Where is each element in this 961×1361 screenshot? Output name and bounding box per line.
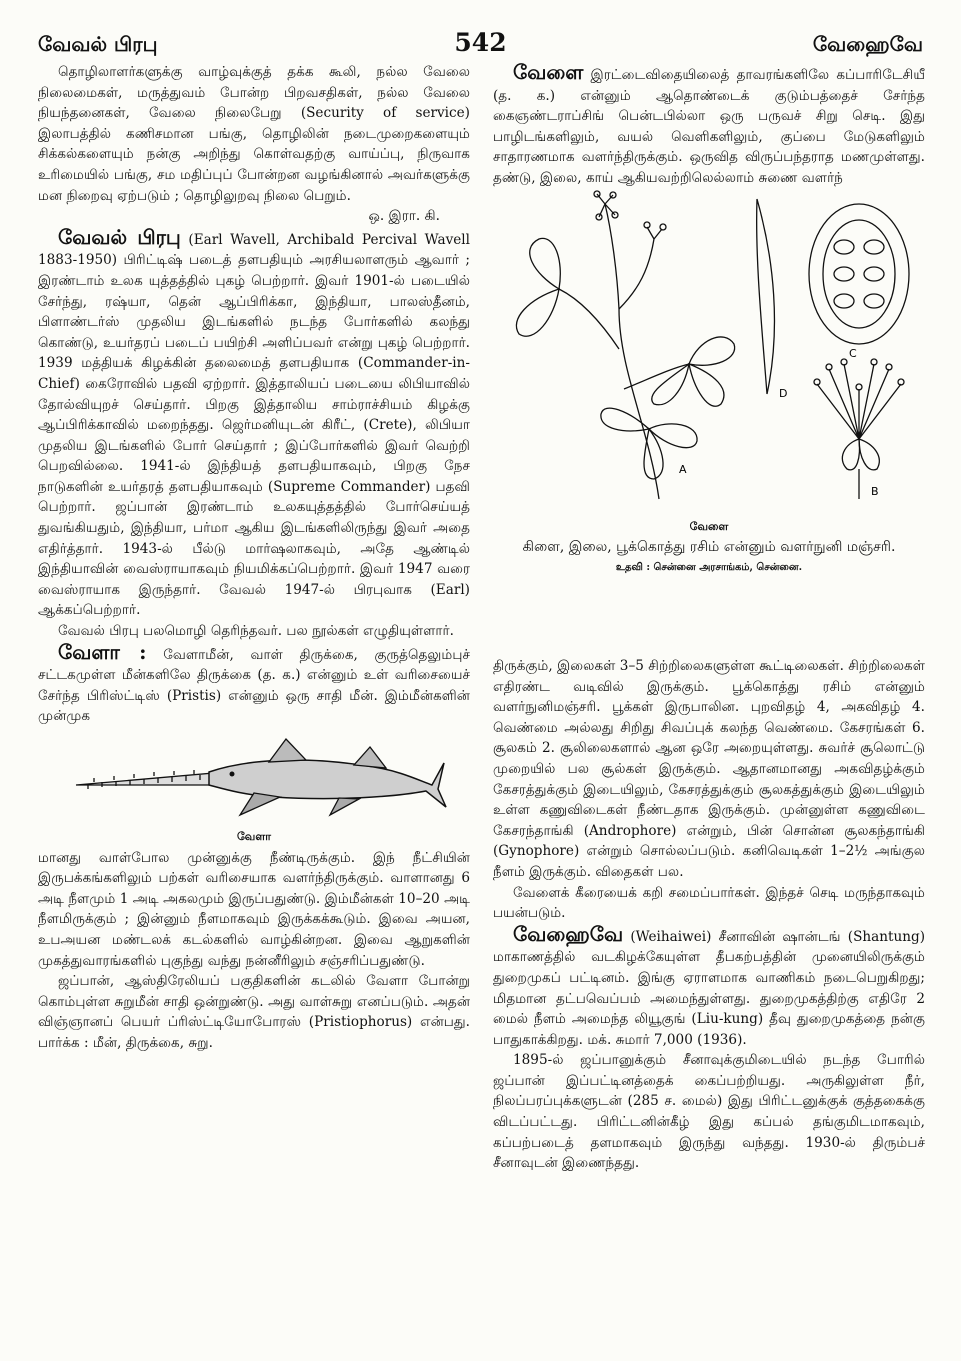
entry-heading-vela: வேளா : (58, 639, 147, 664)
entry-veli (493, 62, 925, 189)
plant-subcaption: கிளை, இலை, பூக்கொத்து ரசிம் என்னும் வளர்நுனி மஞ்சரி. (522, 539, 896, 556)
entry-body-wavell: (Earl Wavell, Archibald Percival Wavell 1883-1950) பிரிட்டிஷ் படைத் தளபதியும் அரசியலாளரும் ஆவார் ; இரண்டாம் உலக யுத்தத்தில் புகழ் பெற்றார். இவர் 1901-ல் படையில் சேர்ந்து, ரஷ்யா, தென் ஆப்பிரிக்கா, இந்தியா, பாலஸ்தீனம், பிளாண்டர்ஸ் முதலிய இடங்களில் நடந்த போர்களில் கலந்து கொண்டு, உயர்தரப் படைப் பயிற்சி அளிப்பவர் என்று புகழ் பெற்றார். 1939 மத்தியக் கிழக்கின் தலைமைத் தளபதியாக (Commander-in-Chief) கைரோவில் பதவி ஏற்றார். இத்தாலியப் படையை லிபியாவில் தோல்வியுறச் செய்தார். பிறகு இத்தாலிய சாம்ராச்சியம் கிழக்கு ஆப்பிரிக்காவில் மறைந்தது. ஜெர்மனியுடன் கிரீட், (Crete), லிபியா முதலிய இடங்களில் போர் செய்தார் ; இப்போர்களில் இவர் வெற்றி பெறவில்லை. 1941-ல் இந்தியத் தளபதியாகவும், பிறகு நேச நாடுகளின் உயர்தரத் தளபதியாகவும் (Supreme Commander) பதவி பெற்றார். ஜப்பான் இரண்டாம் உலகயுத்தத்தில் போர்செய்யத் துவங்கியதும், இந்தியா, பர்மா ஆகிய இடங்களிலிருந்து இவர் அதை எதிர்த்தார். 1943-ல் பீல்டு மார்ஷலாகவும், அதே ஆண்டில் இந்தியாவின் வைஸ்ராயாகவும் நியமிக்கப்பெற்றார். இவர் 1947 வரை வைஸ்ராயாக இருந்தார். வேவல் 1947-ல் பிரபுவாக (Earl) ஆக்கப்பெற்றார். (38, 231, 470, 619)
entry-wavell (38, 224, 470, 621)
entry-heading-wavell: வேவல் பிரபு (58, 224, 181, 249)
right-column-bottom (493, 656, 925, 1174)
left-column (38, 62, 470, 1054)
entry-body-weihaiwei: (Weihaiwei) சீனாவின் ஷான்டங் (Shantung) மாகாணத்தில் வடகிழக்கேயுள்ள தீபகற்பத்தின் முனையிலிருக்கும் துறைமுகப் பட்டினம். இங்கு ஏராளமாக வாணிகம் நடைபெறுகிறது; மிதமான தட்பவெப்பம் அமைந்துள்ளது. துறைமுகத்திற்கு எதிரே 2 மைல் நீளம் அமைந்த லியூகுங் (Liu-kung) தீவு துறைமுகத்தை நன்கு பாதுகாக்கிறது. மக். சுமார் 7,000 (1936). (493, 928, 925, 1048)
plant-label-d: D (779, 386, 788, 400)
paragraph-wavell-2: வேவல் பிரபு பலமொழி தெரிந்தவர். பல நூல்கள் எழுதியுள்ளார். (58, 623, 454, 640)
plant-label-c: C (849, 346, 857, 360)
page-header (0, 0, 961, 62)
paragraph-vela-2: மானது வாள்போல முன்னுக்கு நீண்டிருக்கும். இந் நீட்சியின் இருபக்கங்களிலும் பற்கள் வரிசையாக வளர்ந்திருக்கும். வாளானது 6 அடி நீளமும் 1 அடி அகலமும் இருப்பதுண்டு. இம்மீன்கள் 10–20 அடி நீளமிருக்கும் ; இன்னும் நீளமாகவும் இருக்கக்கூடும். இவை அயன, உபஅயன மண்டலக் கடல்களில் வாழ்கின்றன. இவை ஆறுகளின் முகத்துவாரங்களில் புகுந்து வந்து நன்னீரிலும் சஞ்சரிப்பதுண்டு. (38, 849, 470, 969)
paragraph-weihaiwei-2: 1895-ல் ஜப்பானுக்கும் சீனாவுக்குமிடையில் நடந்த போரில் ஜப்பான் இப்பட்டினத்தைக் கைப்பற்றியது. அருகிலுள்ள நீர், நிலப்பரப்புக்களுடன் (285 ச. மைல்) இது பிரிட்டனுக்குக் குத்தகைக்கு விடப்பட்டது. பிரிட்டனின்கீழ் இது கப்பல் தங்குமிடமாகவும், கப்பற்படைத் தளமாகவும் இருந்து வந்தது. 1930-ல் திரும்பச் சீனாவுடன் இணைந்தது. (493, 1052, 925, 1172)
entry-weihaiwei (493, 921, 925, 1051)
fish-caption: வேளா (236, 830, 271, 843)
plant-caption: வேளை (689, 519, 729, 533)
entry-body-veli: இரட்டைவிதையிலைத் தாவரங்களிலே கப்பாரிடேசியீ (த. க.) என்னும் ஆதொண்டைக் குடும்பத்தைச் சேர்ந்த கைஞண்டராப்சிங் பென்டபில்லா ஒரு பருவச் சிறு செடி. இது பாழிடங்களிலும், வயல் வெளிகளிலும், குப்பை மேடுகளிலும் சாதாரணமாக வளர்ந்திருக்கும். ஒருவித விருப்பந்தராத மணமுள்ளது. தண்டு, இலை, காய் ஆகியவற்றிலெல்லாம் சுணை வளர்ந் (493, 67, 925, 186)
entry-heading-weihaiwei: வேஹைவே (513, 921, 624, 946)
right-column-top (493, 62, 925, 582)
running-head-right: வேஹைவே (812, 32, 923, 56)
page-number: 542 (454, 28, 507, 57)
author-signature: ஒ. இரா. கி. (368, 208, 440, 225)
plant-label-a: A (679, 462, 687, 476)
plant-credit: உதவி : சென்னை அரசாங்கம், சென்னை. (615, 561, 803, 573)
plant-label-b: B (871, 484, 879, 498)
paragraph-vela-3: ஜப்பான், ஆஸ்திரேலியப் பகுதிகளின் கடலில் வேளா போன்று கொம்புள்ள சுறுமீன் சாதி ஒன்றுண்டு. அது வாள்சுறு எனப்படும். அதன் விஞ்ஞானப் பெயர் ப்ரிஸ்ட்டியோபோரஸ் (Pristiophorus) என்பது. பார்க்க : மீன், திருக்கை, சுறு. (38, 973, 470, 1051)
entry-heading-veli: வேளை (513, 60, 584, 84)
entry-vela (38, 639, 470, 727)
plant-illustration (499, 189, 919, 517)
paragraph-veli-3: வேளைக் கீரையைக் கறி சமைப்பார்கள். இந்தச் செடி மருந்தாகவும் பயன்படும். (493, 884, 925, 922)
paragraph-labour: தொழிலாளர்களுக்கு வாழ்வுக்குத் தக்க கூலி, நல்ல வேலை நிலைமைகள், மருத்துவம் போன்ற பிறவசதிகள், நல்ல வேலை நியந்தனைகள், வேலை நிலைபேறு (Security of service) இலாபத்தில் கணிசமான பங்கு, தொழிலின் நடைமுறைகளையும் சிக்கல்களையும் நன்கு அறிந்து கொள்வதற்கு வாய்ப்பு, நிருவாக உரிமையில் பங்கு, சம மதிப்புப் போன்றன வழங்கினால் அவர்களுக்கு மன நிறைவு ஏற்படும் ; தொழிலுறவு நிலை பெறும். (38, 64, 470, 204)
entry-body-vela: வேளாமீன், வாள் திருக்கை, குருத்தெலும்புச் சட்டகமுள்ள மீன்களிலே திருக்கை (த. க.) என்னும் உள் வரிசையைச் சேர்ந்த பிரிஸ்ட்டிஸ் (Pristis) என்னும் ஒரு சாதி மீன். இம்மீன்களின் முன்முக (38, 646, 470, 725)
sawfish-illustration (54, 727, 454, 827)
paragraph-veli-2: திருக்கும், இலைகள் 3–5 சிற்றிலைகளுள்ள கூட்டிலைகள். சிற்றிலைகள் எதிரண்ட வடிவில் இருக்கும். பூக்கொத்து ரசிம் என்னும் வளர்நுனிமஞ்சரி. பூக்கள் இருபாலின. புறவிதழ் 4, அகவிதழ் 4. வெண்மை அல்லது சிறிது சிவப்புக் கலந்த வெண்மை. கேசரங்கள் 6. சூலகம் 2. சூலிலைகளால் ஆன ஒரே அறையுள்ளது. சுவர்ச் சூலொட்டு முறையில் பல சூல்கள் இருக்கும். ஆதானமானது அகவிதழ்க்கும் கேசரத்துக்கும் இடையிலும், கேசரத்துக்கும் சூலகத்துக்கும் இடையிலும் உள்ள கணுவிடைகள் நீண்டதாக இருக்கும். முன்னுள்ள கணுவிடை கேசரந்தாங்கி (Androphore) என்றும், பின் சொன்ன சூலகந்தாங்கி (Gynophore) என்றும் சொல்லப்படும். கனிவெடிகள் 1–2½ அங்குல நீளம் இருக்கும். விதைகள் பல. (493, 658, 925, 880)
running-head-left: வேவல் பிரபு (38, 32, 158, 56)
